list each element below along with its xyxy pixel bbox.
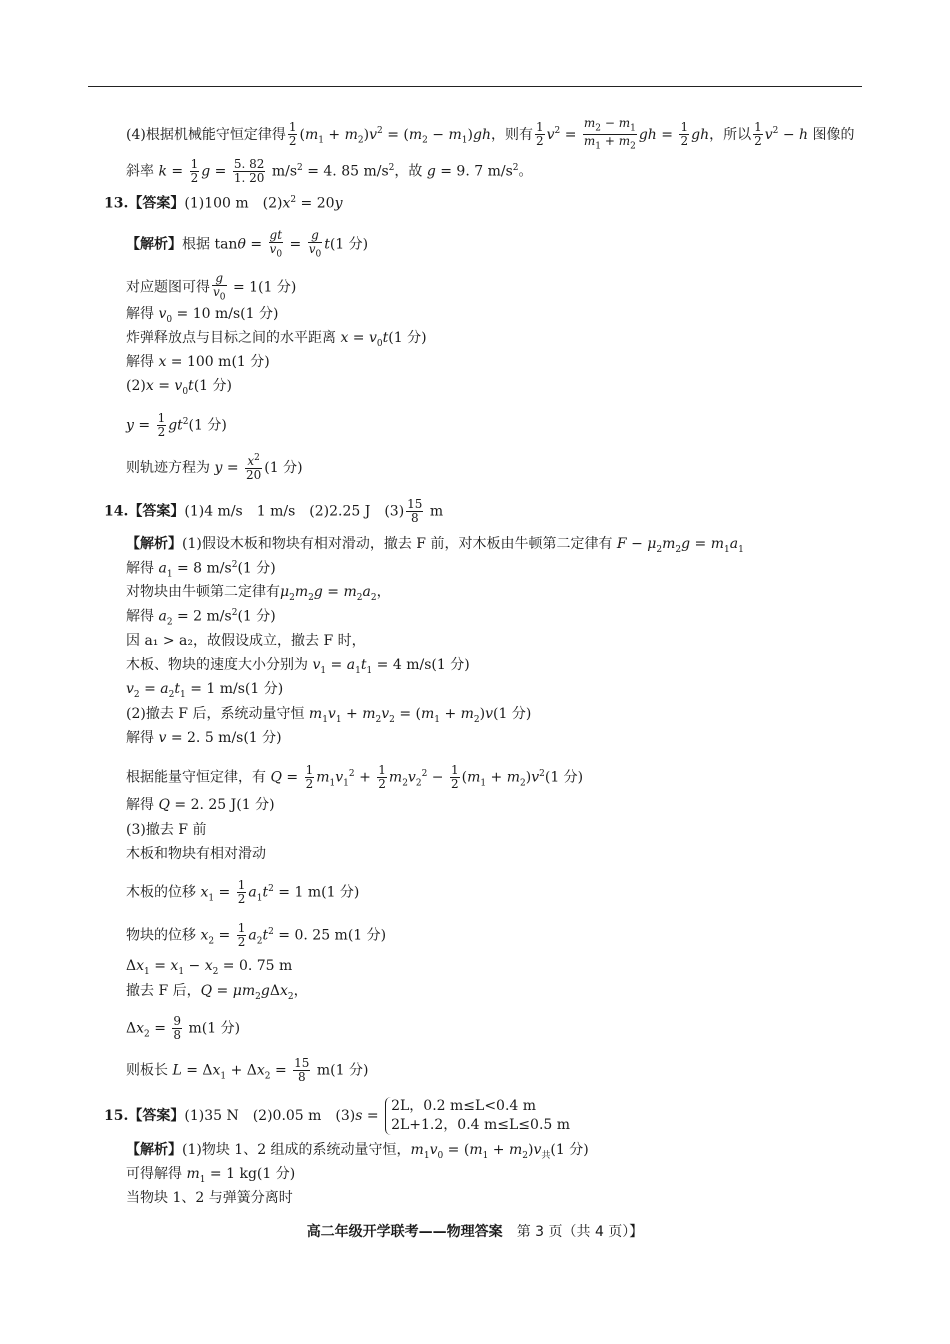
q15-answer: 15.【答案】(1)35 N (2)0.05 m (3)s = 2L，0.2 m≤L<0.4 m 2L+1.2，0.4 m≤L≤0.5 m [104,1098,571,1133]
q14-analysis-4: 解得 $a_2 = 2$ $m/s^2(1$ 分) [126,608,276,628]
q13-answer: 13.【答案】(1)100 m $(2)x^2 = 20y$ [104,195,343,212]
header-rule [88,86,862,87]
q14-answer: 14.【答案】(1)4 m/s 1 m/s (2)2.25 J (3) $\frac{15}{8}$ m [104,497,444,526]
q13-analysis-3: 解得 $v_0 = 10$ m/s(1 分) [126,306,279,325]
q14-analysis-17: 撤去 F 后，$Q = \mu m_2g\Delta x_2$， [126,983,308,1002]
q14-analysis-15: 物块的位移 $x_2$ = $\frac{1}{2}$ $a_2t^2 = 0$. 25 m(1 分) [126,921,387,950]
q13-analysis-5: 解得 x = 100 m(1 分) [126,354,270,370]
q14-analysis-9: 解得 v = 2. 5 m/s(1 分) [126,730,282,746]
q13-analysis-6: $(2)x = v_0t(1$ 分) [126,378,232,397]
q14-analysis-3: 对物块由牛顿第二定律有$\mu_2m_2g = m_2a_2$， [126,584,391,603]
q12-part4-line2: 斜率 k = $\frac{1}{2}$ g = $\frac{5. 82}{1. 20}$ $m/s^2 = 4$. 85 $m/s^2$，故 g = 9. 7 $m/s^2$。 [126,157,533,186]
q14-analysis-1: 【解析】(1)假设木板和物块有相对滑动，撤去 F 前，对木板由牛顿第二定律有 $F - \mu_2m_2g = m_1a_1$ [126,536,744,555]
q13-analysis-4: 炸弹释放点与目标之间的水平距离 $x = v_0t(1$ 分) [126,330,427,349]
q14-analysis-5: 因 a₁ > a₂，故假设成立，撤去 F 时， [126,633,366,649]
q14-analysis-8: (2)撤去 F 后，系统动量守恒 $m_1v_1 + m_2v_2 = (m_1 + m_2)v(1$ 分) [126,706,532,725]
q14-analysis-10: 根据能量守恒定律，有 Q = $\frac{1}{2}$ $m_1v_1^2$ + $\frac{1}{2}$ $m_2v_2^2$ − $\frac{1}{2}$ $(m_1 + m_2)v^2(1$ 分) [126,763,584,792]
q14-analysis-13: 木板和物块有相对滑动 [126,846,266,862]
q13-analysis-1: 【解析】根据 tanθ = $\frac{gt}{v_0}$ = $\frac{g}{v_0}$ t(1 分) [126,228,369,260]
q14-analysis-6: 木板、物块的速度大小分别为 $v_1 = a_1t_1 = 4$ m/s(1 分) [126,657,470,676]
q15-analysis-3: 当物块 1、2 与弹簧分离时 [126,1190,293,1206]
q14-analysis-2: 解得 $a_1 = 8$ $m/s^2(1$ 分) [126,560,276,580]
q15-analysis-2: 可得解得 $m_1 = 1$ kg(1 分) [126,1166,296,1185]
page-footer: 高二年级开学联考——物理答案 第 3 页（共 4 页）】 [306,1224,644,1240]
q14-analysis-12: (3)撤去 F 前 [126,822,207,838]
q13-analysis-2: 对应题图可得 $\frac{g}{v_0}$ = 1(1 分) [126,271,297,303]
q14-analysis-19: 则板长 $L = \Delta x_1 + \Delta x_2$ = $\frac{15}{8}$ m(1 分) [126,1056,369,1085]
piecewise-brace: 2L，0.2 m≤L<0.4 m 2L+1.2，0.4 m≤L≤0.5 m [385,1097,570,1135]
q14-analysis-11: 解得 Q = 2. 25 J(1 分) [126,797,275,813]
q14-analysis-14: 木板的位移 $x_1$ = $\frac{1}{2}$ $a_1t^2 = 1$ m(1 分) [126,878,360,907]
q14-analysis-7: $v_2 = a_2t_1 = 1$ m/s(1 分) [126,681,284,700]
q14-analysis-16: $\Delta x_1 = x_1 - x_2 = 0$. 75 m [126,958,293,977]
q14-analysis-18: $\Delta x_2$ = $\frac{9}{8}$ m(1 分) [126,1014,241,1043]
q15-analysis-1: 【解析】(1)物块 1、2 组成的系统动量守恒，$m_1v_0 = (m_1 + m_2)v_共(1$ 分) [126,1142,589,1161]
q13-analysis-8: 则轨迹方程为 y = $\frac{x^2}{20}$ (1 分) [126,453,303,483]
q13-analysis-7: y = $\frac{1}{2}$ $gt^2(1$ 分) [126,411,227,440]
q12-part4-line1: (4)根据机械能守恒定律得 $\frac{1}{2}$ $(m_1 + m_2)v^2 = (m_2 - m_1)gh$，则有 $\frac{1}{2}$ $v^2$ = $\frac{m_2 - m_1}{m_1 + m_2}$ gh = $\frac{1}{2}$ gh，所以 $\frac{1}{2}$ $v^2 - h$ 图像的 [126,116,855,152]
